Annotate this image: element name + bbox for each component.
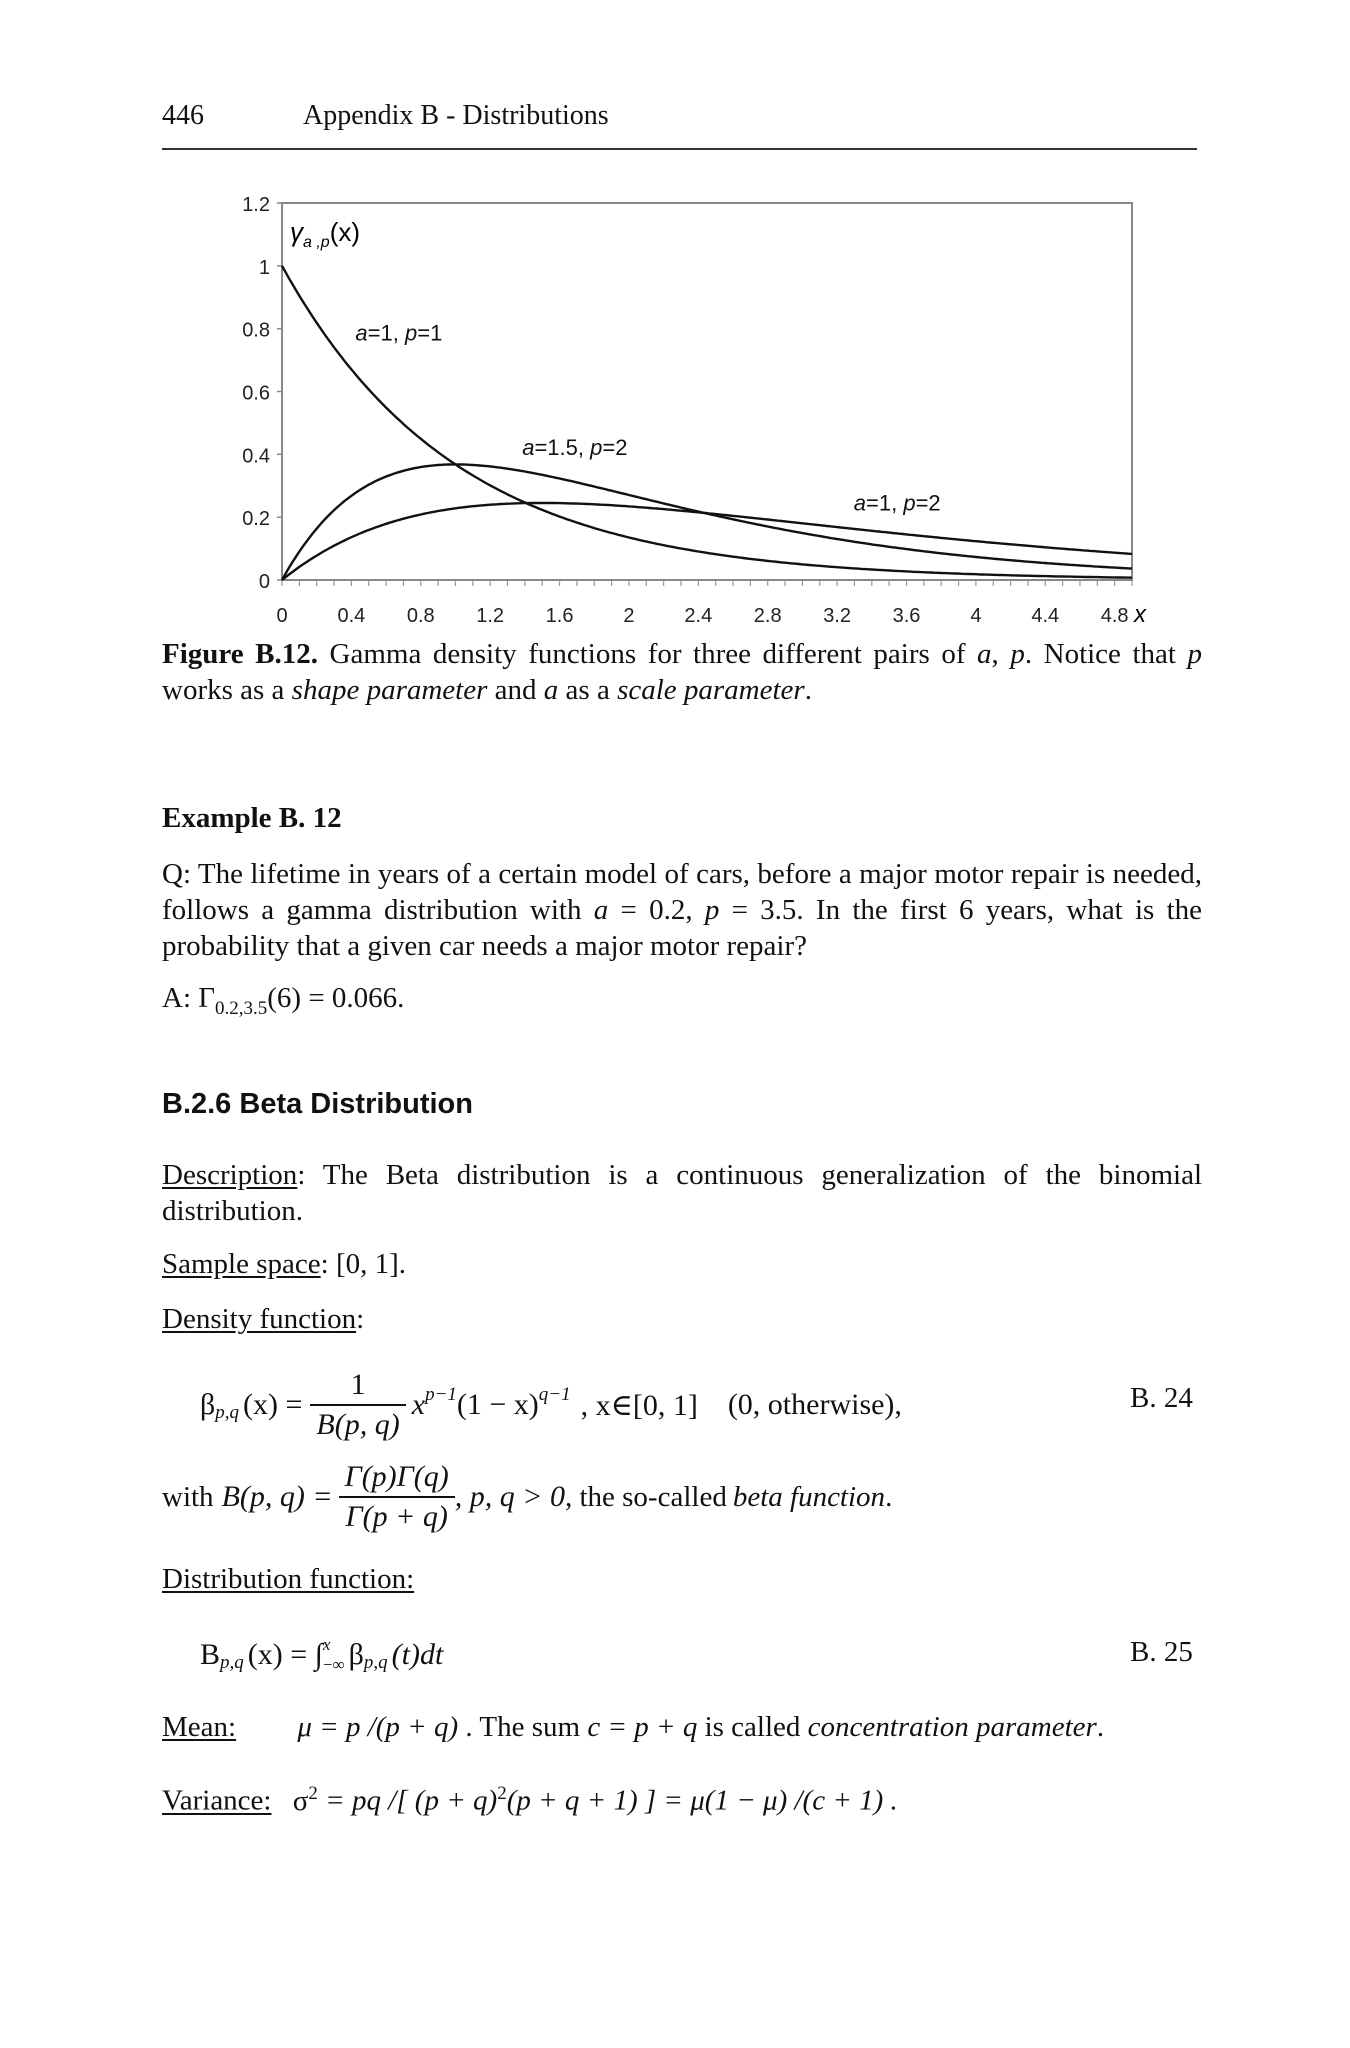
series-line-a-1-p-2 <box>282 464 1132 580</box>
variance-line: Variance: $\sigma^2$ = pq /[ $(p + q)^2(p + q + 1)$ ] = μ(1 − μ) /(c + 1) . <box>162 1783 898 1817</box>
equation-b24: β $_{p,q}$ (x) = $\frac{1}{B(p, q)}$ x $^{p-1}$ (1 − x) $^{q-1}$ , x∈[0, 1] (0, otherwise), <box>200 1368 902 1441</box>
x-tick-label: 3.2 <box>823 605 852 625</box>
series-annotation: a=1, p=2 <box>853 490 941 516</box>
running-title: Appendix B - Distributions <box>303 100 609 131</box>
y-tick-label: 1.2 <box>242 194 270 216</box>
x-axis-ticks <box>276 580 1132 625</box>
x-tick-label: 2.4 <box>684 605 713 625</box>
y-tick-label: 0.2 <box>242 508 270 531</box>
x-axis-label: x <box>1134 601 1146 625</box>
x-tick-label: 4.4 <box>1031 605 1060 625</box>
gamma-density-chart <box>200 185 1150 625</box>
x-tick-label: 4 <box>970 605 982 625</box>
equation-number-b25: B. 25 <box>1130 1636 1193 1668</box>
y-tick-label: 0.6 <box>242 382 270 405</box>
y-tick-label: 1 <box>258 256 270 279</box>
series-layer <box>282 266 1132 580</box>
example-question: Q: The lifetime in years of a certain model of cars, before a major motor repair is needed, follows a gamma distribution with a = 0.2, p = 3.5. In the first 6 years, what is the probability that a given car needs a major motor repair? <box>162 858 1203 962</box>
sample-space: Sample space: [0, 1]. <box>162 1248 407 1280</box>
x-tick-label: 0 <box>276 605 288 625</box>
y-tick-label: 0.8 <box>242 319 270 342</box>
beta-function-definition: with B(p, q) = $\frac{\Gamma(p)\Gamma(q)}{\Gamma(p + q)}$ , p, q > 0 , the so-called beta function . <box>162 1460 893 1533</box>
y-tick-label: 0.4 <box>242 445 270 468</box>
x-tick-label: 2.8 <box>753 605 782 625</box>
series-line-a-1-p-1 <box>282 266 1132 578</box>
page-number: 446 <box>162 100 204 131</box>
x-tick-label: 3.6 <box>892 605 921 625</box>
series-annotations <box>355 321 940 516</box>
x-tick-label: 4.8 <box>1100 605 1129 625</box>
header-rule <box>162 148 1197 150</box>
series-annotation: a=1.5, p=2 <box>522 434 628 460</box>
equation-number-b24: B. 24 <box>1130 1382 1193 1414</box>
x-tick-label: 0.8 <box>406 605 435 625</box>
distribution-function-label: Distribution function: <box>162 1563 415 1595</box>
section-heading: B.2.6 Beta Distribution <box>162 1088 473 1120</box>
example-answer: A: $\Gamma_{0.2,3.5}(6) = 0.066$. <box>162 982 405 1019</box>
y-axis-ticks <box>242 194 282 593</box>
plot-area <box>282 203 1132 580</box>
x-tick-label: 2 <box>623 605 635 625</box>
series-annotation: a=1, p=1 <box>355 320 443 346</box>
equation-b25: B $_{p,q}$ (x) = ∫ x −∞ β $_{p,q}$ (t)dt <box>200 1635 444 1674</box>
y-tick-label: 0 <box>258 571 270 593</box>
mean-line: Mean: μ = p /(p + q) . The sum c = p + q is called concentration parameter. <box>162 1711 1105 1743</box>
x-tick-label: 1.6 <box>545 605 574 625</box>
example-title: Example B. 12 <box>162 802 342 834</box>
y-axis-label: $\gamma_{a ,p}(x)$ <box>290 217 361 251</box>
x-tick-label: 1.2 <box>476 605 505 625</box>
figure-caption: Figure B.12. Gamma density functions for three different pairs of a, p. Notice that p works as a shape parameter and a as a scale parameter. <box>162 638 1203 706</box>
description-paragraph: Description: The Beta distribution is a continuous generalization of the binomial distribution. <box>162 1159 1202 1227</box>
density-function-label: Density function: <box>162 1303 365 1335</box>
x-tick-label: 0.4 <box>337 605 366 625</box>
